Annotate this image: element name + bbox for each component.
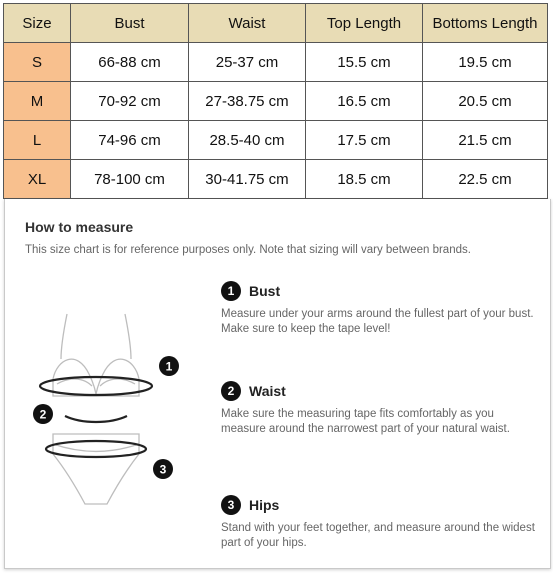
- bust-cell: 70-92 cm: [71, 82, 189, 121]
- figure-marker-3: [153, 459, 173, 479]
- size-chart-table: [3, 3, 548, 199]
- header-waist: Waist: [189, 4, 306, 43]
- svg-text:3: 3: [159, 462, 167, 477]
- bottoms-length-cell: 19.5 cm: [423, 43, 548, 82]
- bust-cell: 66-88 cm: [71, 43, 189, 82]
- bikini-measurement-illustration: [27, 304, 187, 524]
- top-length-cell: 15.5 cm: [306, 43, 423, 82]
- measure-title: How to measure: [25, 219, 134, 235]
- size-cell: L: [4, 121, 71, 160]
- step-description: Make sure the measuring tape fits comfortably as you measure around the narrowest part of your natural waist.: [221, 408, 510, 435]
- figure-marker-1: [159, 356, 179, 376]
- measure-disclaimer: This size chart is for reference purposes only. Note that sizing will vary between brands.: [25, 244, 471, 256]
- figure-marker-2: [33, 404, 53, 424]
- table-row: [4, 43, 548, 82]
- top-length-cell: 16.5 cm: [306, 82, 423, 121]
- step-number-badge: 1: [221, 281, 241, 301]
- waist-cell: 25-37 cm: [189, 43, 306, 82]
- bust-cell: 78-100 cm: [71, 160, 189, 199]
- header-bottoms-length: Bottoms Length: [423, 4, 548, 43]
- bottoms-length-cell: 20.5 cm: [423, 82, 548, 121]
- step-bust: [221, 281, 541, 336]
- header-size: Size: [4, 4, 71, 43]
- step-title: Hips: [249, 497, 280, 513]
- table-row: [4, 160, 548, 199]
- header-top-length: Top Length: [306, 4, 423, 43]
- size-cell: S: [4, 43, 71, 82]
- waist-cell: 28.5-40 cm: [189, 121, 306, 160]
- step-title: Bust: [249, 283, 281, 299]
- bottoms-length-cell: 21.5 cm: [423, 121, 548, 160]
- step-number-badge: 3: [221, 495, 241, 515]
- how-to-measure-panel: [4, 199, 551, 569]
- bust-cell: 74-96 cm: [71, 121, 189, 160]
- svg-text:1: 1: [165, 359, 173, 374]
- step-waist: [221, 381, 541, 436]
- table-header-row: [4, 4, 548, 43]
- step-number-badge: 2: [221, 381, 241, 401]
- waist-cell: 27-38.75 cm: [189, 82, 306, 121]
- bottoms-length-cell: 22.5 cm: [423, 160, 548, 199]
- svg-text:2: 2: [39, 407, 47, 422]
- header-bust: Bust: [71, 4, 189, 43]
- size-cell: XL: [4, 160, 71, 199]
- waist-cell: 30-41.75 cm: [189, 160, 306, 199]
- table-row: [4, 121, 548, 160]
- table-row: [4, 82, 548, 121]
- step-title: Waist: [249, 383, 286, 399]
- step-description: Measure under your arms around the fullest part of your bust. Make sure to keep the tape level!: [221, 308, 534, 335]
- step-hips: [221, 495, 541, 550]
- size-cell: M: [4, 82, 71, 121]
- top-length-cell: 17.5 cm: [306, 121, 423, 160]
- step-description: Stand with your feet together, and measure around the widest part of your hips.: [221, 522, 535, 549]
- top-length-cell: 18.5 cm: [306, 160, 423, 199]
